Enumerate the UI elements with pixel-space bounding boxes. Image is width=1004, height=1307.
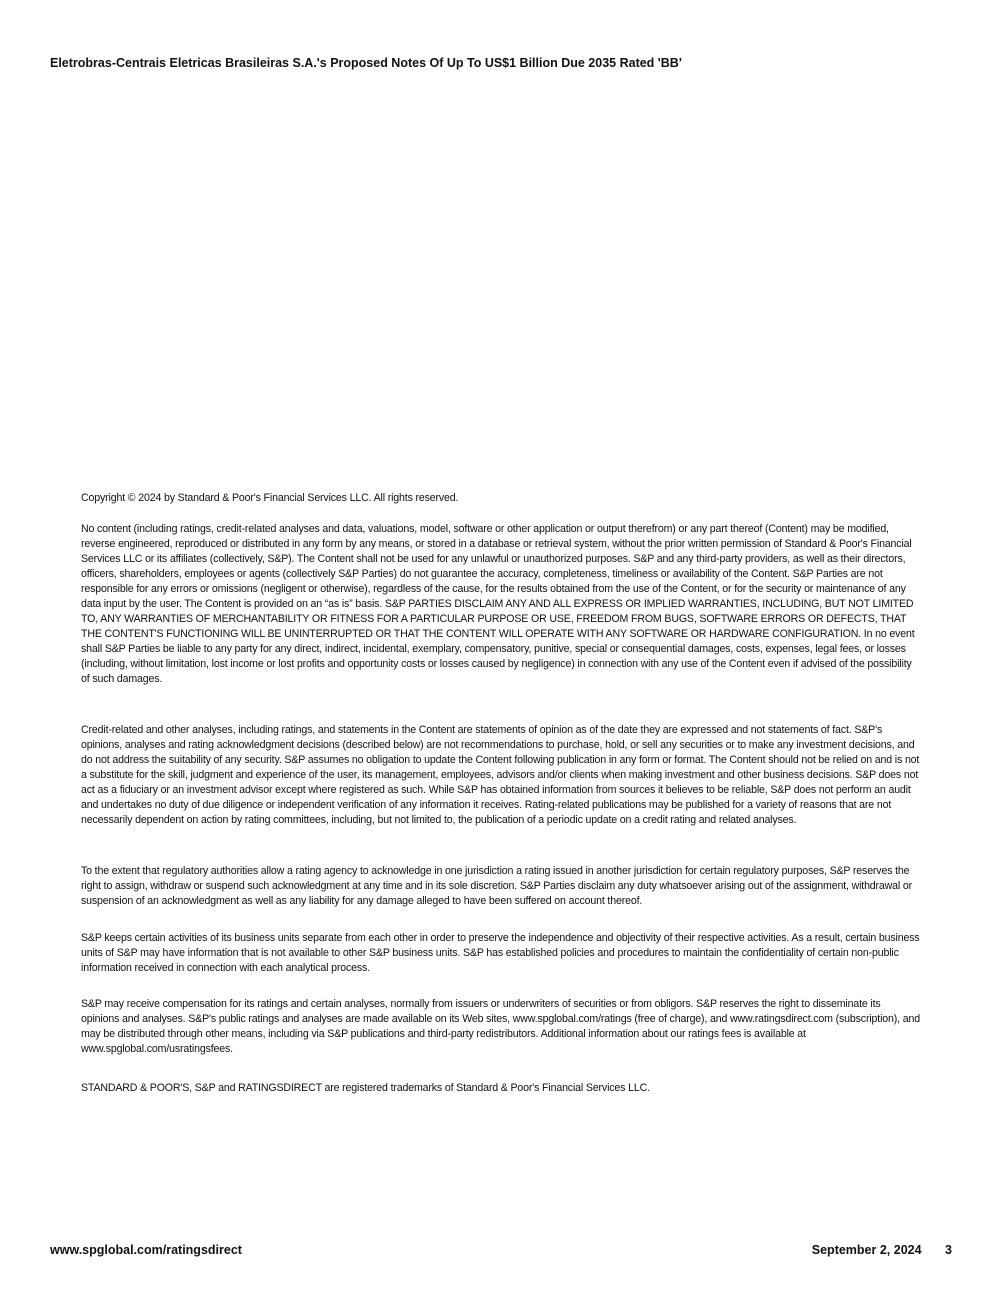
separation-disclaimer-paragraph: S&P keeps certain activities of its business units separate from each other in order to preserve the independence and objectivity of their respective activities. As a result, certain business units of S&P may have information that is not available to other S&P business units. S&P has established policies and procedures to maintain the confidentiality of certain non-public information received in connection with each analytical process. xyxy=(81,932,920,974)
analyses-disclaimer-paragraph: Credit-related and other analyses, including ratings, and statements in the Content are statements of opinion as of the date they are expressed and not statements of fact. S&P's opinions, analyses and rating acknowledgment decisions (described below) are not recommendations to purchase, hold, or sell any securities or to make any investment decisions, and do not address the suitability of any security. S&P assumes no obligation to update the Content following publication in any form or format. The Content should not be relied on and is not a substitute for the skill, judgment and experience of the user, its management, employees, advisors and/or clients when making investment and other business decisions. S&P does not act as a fiduciary or an investment advisor except where registered as such. While S&P has obtained information from sources it believes to be reliable, S&P does not perform an audit and undertakes no duty of due diligence or independent verification of any information it receives. Rating-related publications may be published for a variety of reasons that are not necessarily dependent on action by rating committees, including, but not limited to, the publication of a periodic update on a credit rating and related analyses. xyxy=(81,724,920,826)
footer-date: September 2, 2024 xyxy=(811,1243,922,1257)
regulatory-disclaimer-paragraph: To the extent that regulatory authorities allow a rating agency to acknowledge in one jurisdiction a rating issued in another jurisdiction for certain regulatory purposes, S&P reserves the right to assign, withdraw or suspend such acknowledgment at any time and in its sole discretion. S&P Parties disclaim any duty whatsoever arising out of the assignment, withdrawal or suspension of an acknowledgment as well as any liability for any damage alleged to have been suffered on account thereof. xyxy=(81,865,913,907)
compensation-disclaimer-paragraph: S&P may receive compensation for its ratings and certain analyses, normally from issuers or underwriters of securities or from obligors. S&P reserves the right to disseminate its opinions and analyses. S&P's public ratings and analyses are made available on its Web sites, www.spglobal.com/ratings (free of charge), and www.ratingsdirect.com (subscription), and may be distributed through other means, including via S&P publications and third-party redistributors. Additional information about our ratings fees is available at www.spglobal.com/usratingsfees. xyxy=(81,998,920,1055)
copyright-notice: Copyright © 2024 by Standard & Poor's Financial Services LLC. All rights reserved. xyxy=(81,492,459,504)
footer-meta xyxy=(812,1242,952,1258)
content-disclaimer-paragraph: No content (including ratings, credit-related analyses and data, valuations, model, software or other application or output therefrom) or any part thereof (Content) may be modified, reverse engineered, reproduced or distributed in any form by any means, or stored in a database or retrieval system, without the prior written permission of Standard & Poor's Financial Services LLC or its affiliates (collectively, S&P). The Content shall not be used for any unlawful or unauthorized purposes. S&P and any third-party providers, as well as their directors, officers, shareholders, employees or agents (collectively S&P Parties) do not guarantee the accuracy, completeness, timeliness or availability of the Content. S&P Parties are not responsible for any errors or omissions (negligent or otherwise), regardless of the cause, for the results obtained from the use of the Content, or for the security or maintenance of any data input by the user. The Content is provided on an “as is” basis. S&P PARTIES DISCLAIM ANY AND ALL EXPRESS OR IMPLIED WARRANTIES, INCLUDING, BUT NOT LIMITED TO, ANY WARRANTIES OF MERCHANTABILITY OR FITNESS FOR A PARTICULAR PURPOSE OR USE, FREEDOM FROM BUGS, SOFTWARE ERRORS OR DEFECTS, THAT THE CONTENT'S FUNCTIONING WILL BE UNINTERRUPTED OR THAT THE CONTENT WILL OPERATE WITH ANY SOFTWARE OR HARDWARE CONFIGURATION. In no event shall S&P Parties be liable to any party for any direct, indirect, incidental, exemplary, compensatory, punitive, special or consequential damages, costs, expenses, legal fees, or losses (including, without limitation, lost income or lost profits and opportunity costs or losses caused by negligence) in connection with any use of the Content even if advised of the possibility of such damages. xyxy=(81,523,915,685)
page-number: 3 xyxy=(945,1243,952,1257)
page-title: Eletrobras-Centrais Eletricas Brasileiras S.A.'s Proposed Notes Of Up To US$1 Billion Due 2035 Rated 'BB' xyxy=(50,56,682,70)
footer-url: www.spglobal.com/ratingsdirect xyxy=(50,1243,242,1257)
disclaimer-section xyxy=(81,491,921,1096)
trademarks-notice: STANDARD & POOR'S, S&P and RATINGSDIRECT are registered trademarks of Standard & Poor's Financial Services LLC. xyxy=(81,1082,650,1094)
